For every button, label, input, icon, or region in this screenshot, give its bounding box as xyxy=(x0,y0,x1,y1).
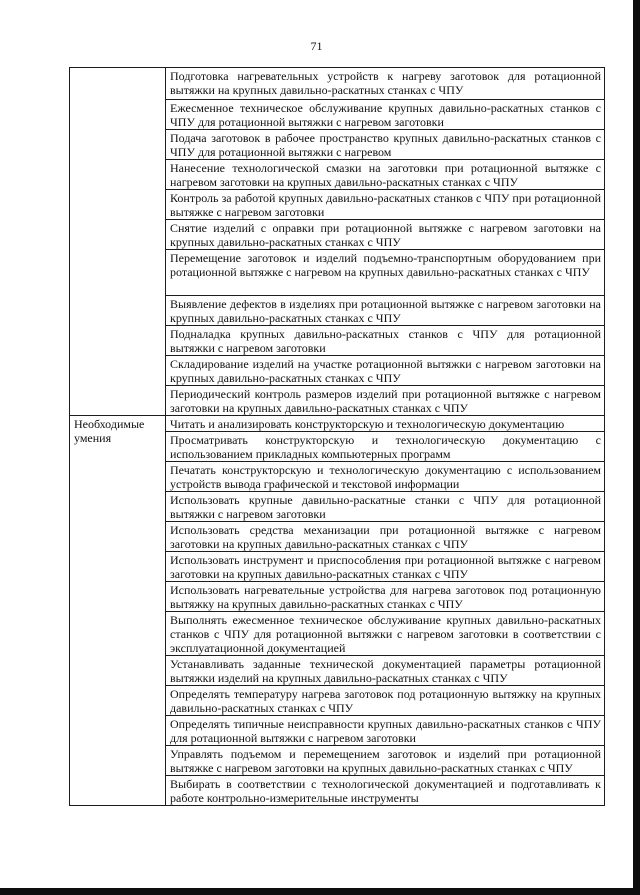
skill-cell xyxy=(166,612,605,656)
skill-cell xyxy=(166,552,605,582)
skill-text: Использовать крупные давильно-раскатные станки с ЧПУ для ротационной вытяжки с нагревом заготовки xyxy=(170,493,601,521)
skill-cell xyxy=(166,746,605,776)
labor-action-text: Периодический контроль размеров изделий при ротационной вытяжке с нагревом заготовки на крупных давильно-раскатных станках с ЧПУ xyxy=(170,387,601,415)
skill-cell xyxy=(166,492,605,522)
skill-cell xyxy=(166,462,605,492)
skills-label: Необходимые умения xyxy=(74,417,145,445)
labor-action-text: Нанесение технологической смазки на заготовки при ротационной вытяжке с нагревом заготовки на крупных давильно-раскатных станках с ЧПУ xyxy=(170,161,601,189)
skill-text: Читать и анализировать конструкторскую и технологическую документацию xyxy=(170,417,565,431)
labor-action-cell xyxy=(166,220,605,250)
labor-action-text: Подача заготовок в рабочее пространство крупных давильно-раскатных станков с ЧПУ для ротационной вытяжки с нагревом xyxy=(170,131,601,159)
skill-cell xyxy=(166,776,605,806)
labor-action-cell xyxy=(166,386,605,416)
skill-text: Определять типичные неисправности крупных давильно-раскатных станков с ЧПУ для ротационной вытяжки с нагревом заготовки xyxy=(170,717,601,745)
labor-action-text: Перемещение заготовок и изделий подъемно-транспортным оборудованием при ротационной вытяжке с нагревом на крупных давильно-раскатных станках с ЧПУ xyxy=(170,251,601,279)
labor-actions-label-cell xyxy=(70,68,166,416)
table-row xyxy=(70,416,605,432)
skill-cell xyxy=(166,686,605,716)
skill-text: Управлять подъемом и перемещением заготовок и изделий при ротационной вытяжке с нагревом заготовки на крупных давильно-раскатных станках с ЧПУ xyxy=(170,747,601,775)
table-row xyxy=(70,68,605,100)
skill-cell xyxy=(166,522,605,552)
labor-action-cell xyxy=(166,250,605,296)
skill-cell xyxy=(166,416,605,432)
skill-text: Устанавливать заданные технической документацией параметры ротационной вытяжки изделий на крупных давильно-раскатных станках с ЧПУ xyxy=(170,657,601,685)
labor-action-cell xyxy=(166,100,605,130)
labor-action-text: Подналадка крупных давильно-раскатных станков с ЧПУ для ротационной вытяжки с нагревом заготовки xyxy=(170,327,601,355)
page-number: 71 xyxy=(310,39,323,53)
skill-text: Определять температуру нагрева заготовок под ротационную вытяжку на крупных давильно-раскатных станках с ЧПУ xyxy=(170,687,601,715)
skill-text: Использовать средства механизации при ротационной вытяжке с нагревом заготовки на крупных давильно-раскатных станках с ЧПУ xyxy=(170,523,601,551)
scan-border-bottom xyxy=(0,888,640,895)
labor-action-cell xyxy=(166,130,605,160)
labor-action-cell xyxy=(166,68,605,100)
labor-action-cell xyxy=(166,326,605,356)
skill-text: Просматривать конструкторскую и технологическую документацию с использованием прикладных компьютерных программ xyxy=(170,433,601,461)
skill-cell xyxy=(166,656,605,686)
skill-text: Выполнять ежесменное техническое обслуживание крупных давильно-раскатных станков с ЧПУ для ротационной вытяжки с нагревом заготовки в соответствии с эксплуатационной документацией xyxy=(170,613,601,655)
skills-label-cell xyxy=(70,416,166,806)
labor-action-cell xyxy=(166,356,605,386)
labor-action-cell xyxy=(166,296,605,326)
skill-text: Выбирать в соответствии с технологической документацией и подготавливать к работе контрольно-измерительные инструменты xyxy=(170,777,601,805)
labor-action-cell xyxy=(166,190,605,220)
skill-cell xyxy=(166,716,605,746)
labor-action-text: Выявление дефектов в изделиях при ротационной вытяжке с нагревом заготовки на крупных давильно-раскатных станках с ЧПУ xyxy=(170,297,601,325)
skill-text: Печатать конструкторскую и технологическую документацию с использованием устройств вывода графической и текстовой информации xyxy=(170,463,601,491)
labor-action-text: Снятие изделий с оправки при ротационной вытяжке с нагревом заготовки на крупных давильно-раскатных станках с ЧПУ xyxy=(170,221,601,249)
skill-cell xyxy=(166,432,605,462)
skill-text: Использовать инструмент и приспособления при ротационной вытяжке с нагревом заготовки на крупных давильно-раскатных станках с ЧПУ xyxy=(170,553,601,581)
labor-action-text: Ежесменное техническое обслуживание крупных давильно-раскатных станков с ЧПУ для ротационной вытяжки с нагревом заготовки xyxy=(170,101,601,129)
labor-action-text: Контроль за работой крупных давильно-раскатных станков с ЧПУ при ротационной вытяжке с нагревом заготовки xyxy=(170,191,601,219)
labor-action-cell xyxy=(166,160,605,190)
labor-action-text: Подготовка нагревательных устройств к нагреву заготовок для ротационной вытяжки на крупных давильно-раскатных станках с ЧПУ xyxy=(170,69,601,97)
scan-border-right xyxy=(633,0,640,895)
skill-text: Использовать нагревательные устройства для нагрева заготовок под ротационную вытяжку на крупных давильно-раскатных станках с ЧПУ xyxy=(170,583,601,611)
labor-action-text: Складирование изделий на участке ротационной вытяжки с нагревом заготовки на крупных давильно-раскатных станках с ЧПУ xyxy=(170,357,601,385)
skill-cell xyxy=(166,582,605,612)
requirements-table xyxy=(69,67,605,806)
